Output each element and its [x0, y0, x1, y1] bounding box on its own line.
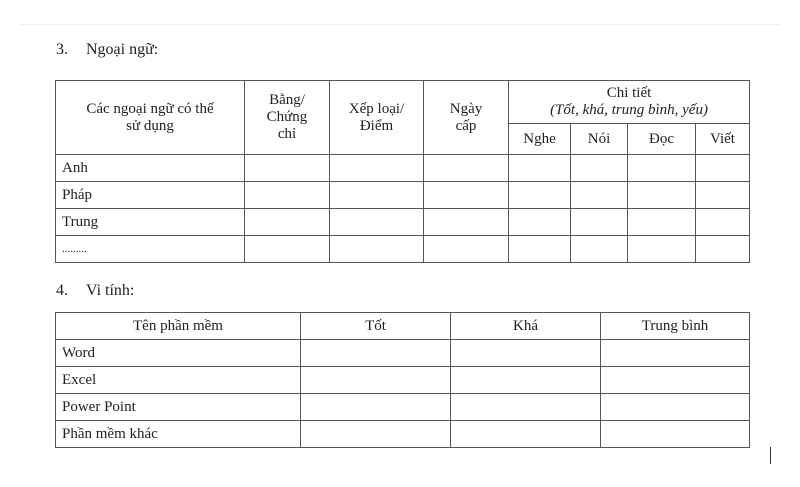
cell-input[interactable] — [571, 182, 628, 209]
language-other-label: ......... — [56, 236, 245, 263]
cell-input[interactable] — [245, 155, 330, 182]
cell-input[interactable] — [451, 421, 601, 448]
cell-input[interactable] — [571, 155, 628, 182]
cell-input[interactable] — [451, 394, 601, 421]
header-details-scale: (Tốt, khá, trung bình, yếu) — [550, 102, 708, 118]
cell-input[interactable] — [301, 394, 451, 421]
cell-input[interactable] — [696, 182, 750, 209]
header-issue-date: Ngày cấp — [424, 81, 509, 155]
cell-input[interactable] — [245, 209, 330, 236]
table-row — [56, 209, 750, 236]
table-row — [56, 155, 750, 182]
cell-input[interactable] — [330, 182, 424, 209]
cell-input[interactable] — [424, 209, 509, 236]
cell-input[interactable] — [330, 236, 424, 263]
cell-input[interactable] — [424, 236, 509, 263]
header-software-name: Tên phần mềm — [56, 313, 301, 340]
cell-input[interactable] — [330, 155, 424, 182]
cell-input[interactable] — [509, 155, 571, 182]
header-rank-score: Xếp loại/ Điểm — [330, 81, 424, 155]
header-speaking: Nói — [571, 124, 628, 155]
table-row — [56, 394, 750, 421]
header-good: Tốt — [301, 313, 451, 340]
table-row — [56, 182, 750, 209]
cell-input[interactable] — [696, 209, 750, 236]
cell-input[interactable] — [509, 209, 571, 236]
cell-input[interactable] — [571, 209, 628, 236]
table-row — [56, 421, 750, 448]
cell-input[interactable] — [245, 182, 330, 209]
section-3-title: Ngoại ngữ: — [86, 41, 159, 58]
cell-input[interactable] — [245, 236, 330, 263]
cell-input[interactable] — [601, 367, 750, 394]
cell-input[interactable] — [301, 367, 451, 394]
cell-input[interactable] — [301, 421, 451, 448]
cell-input[interactable] — [301, 340, 451, 367]
cell-input[interactable] — [628, 209, 696, 236]
software-other-label: Phần mềm khác — [56, 421, 301, 448]
foreign-language-table — [55, 80, 750, 263]
cell-input[interactable] — [601, 421, 750, 448]
cell-input[interactable] — [451, 367, 601, 394]
software-powerpoint-label: Power Point — [56, 394, 301, 421]
header-writing: Viết — [696, 124, 750, 155]
header-average: Trung bình — [601, 313, 750, 340]
header-reading: Đọc — [628, 124, 696, 155]
language-english-label: Anh — [56, 155, 245, 182]
header-details-title: Chi tiết — [606, 85, 652, 101]
software-excel-label: Excel — [56, 367, 301, 394]
page-top-divider — [20, 24, 780, 25]
cell-input[interactable] — [424, 182, 509, 209]
cell-input[interactable] — [571, 236, 628, 263]
table-row — [56, 367, 750, 394]
cell-input[interactable] — [601, 394, 750, 421]
cell-input[interactable] — [628, 182, 696, 209]
computer-skills-table — [55, 312, 750, 448]
section-3-heading — [56, 40, 158, 60]
header-fair: Khá — [451, 313, 601, 340]
cell-input[interactable] — [628, 236, 696, 263]
language-french-label: Pháp — [56, 182, 245, 209]
header-languages: Các ngoại ngữ có thể sử dụng — [56, 81, 245, 155]
language-chinese-label: Trung — [56, 209, 245, 236]
text-cursor — [770, 447, 771, 464]
header-details — [509, 81, 750, 124]
cell-input[interactable] — [330, 209, 424, 236]
table-row — [56, 340, 750, 367]
cell-input[interactable] — [696, 155, 750, 182]
cell-input[interactable] — [451, 340, 601, 367]
header-certificate: Bằng/ Chứng chỉ — [245, 81, 330, 155]
cell-input[interactable] — [424, 155, 509, 182]
section-4-title: Vi tính: — [86, 282, 135, 299]
cell-input[interactable] — [509, 236, 571, 263]
software-word-label: Word — [56, 340, 301, 367]
header-listening: Nghe — [509, 124, 571, 155]
table-row — [56, 236, 750, 263]
cell-input[interactable] — [601, 340, 750, 367]
cell-input[interactable] — [628, 155, 696, 182]
section-4-number: 4. — [56, 282, 68, 299]
section-4-heading — [56, 281, 134, 301]
cell-input[interactable] — [509, 182, 571, 209]
section-3-number: 3. — [56, 41, 68, 58]
cell-input[interactable] — [696, 236, 750, 263]
